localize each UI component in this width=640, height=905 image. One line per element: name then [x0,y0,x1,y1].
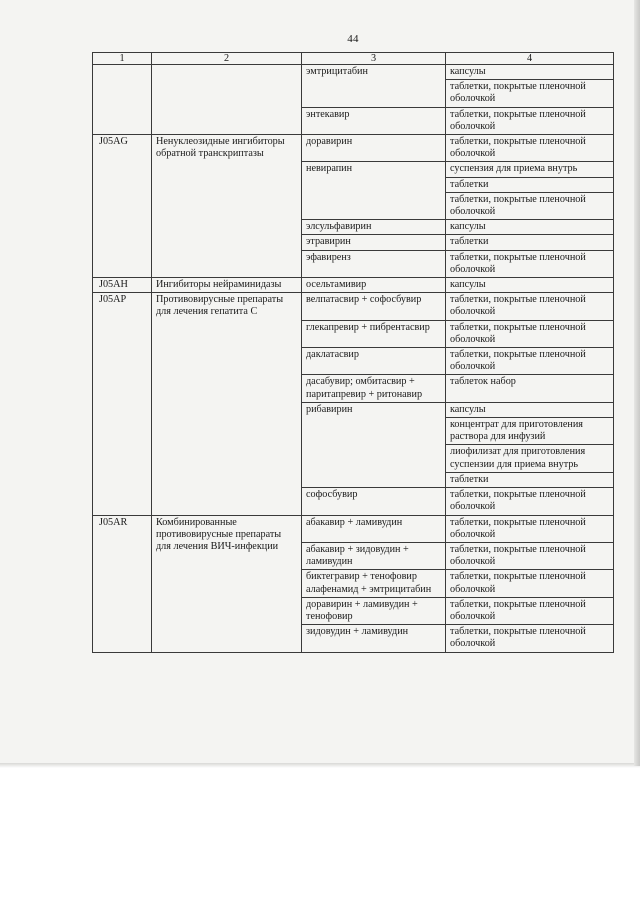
drug-name-cell: глекапревир + пибрентасвир [302,320,446,347]
drug-name-cell: софосбувир [302,488,446,515]
atc-code-cell: J05AR [93,515,152,652]
drug-name-cell: абакавир + зидовудин + ламивудин [302,542,446,569]
drug-name-cell: доравирин [302,135,446,162]
drug-name-cell: энтекавир [302,107,446,134]
dosage-form-cell: капсулы [446,220,614,235]
atc-group-name-cell [152,65,302,135]
dosage-form-cell: таблетки, покрытые пленочной оболочкой [446,570,614,597]
dosage-form-cell: таблетки [446,177,614,192]
drug-name-cell: зидовудин + ламивудин [302,625,446,652]
dosage-form-cell: капсулы [446,278,614,293]
atc-group-name-cell: Ингибиторы нейраминидазы [152,278,302,293]
table-row [93,135,614,162]
dosage-form-cell: таблетки, покрытые пленочной оболочкой [446,597,614,624]
atc-group-name-cell: Комбинированные противовирусные препараты для лечения ВИЧ-инфекции [152,515,302,652]
scan-right-edge [634,0,640,766]
dosage-form-cell: таблетки, покрытые пленочной оболочкой [446,542,614,569]
dosage-form-cell: концентрат для приготовления раствора для инфузий [446,418,614,445]
atc-group-name-cell: Противовирусные препараты для лечения гепатита С [152,293,302,515]
drug-table [92,52,614,653]
column-header: 2 [152,53,302,65]
drug-table-body [93,53,614,653]
drug-name-cell: рибавирин [302,402,446,487]
atc-code-cell: J05AP [93,293,152,515]
table-row [93,515,614,542]
dosage-form-cell: капсулы [446,65,614,80]
drug-name-cell: этравирин [302,235,446,250]
atc-code-cell [93,65,152,135]
dosage-form-cell: таблетки, покрытые пленочной оболочкой [446,320,614,347]
drug-name-cell: эфавиренз [302,250,446,277]
dosage-form-cell: лиофилизат для приготовления суспензии для приема внутрь [446,445,614,472]
drug-name-cell: осельтамивир [302,278,446,293]
table-row [93,293,614,320]
dosage-form-cell: капсулы [446,402,614,417]
dosage-form-cell: таблетки, покрытые пленочной оболочкой [446,293,614,320]
dosage-form-cell: таблетки [446,235,614,250]
drug-name-cell: невирапин [302,162,446,220]
dosage-form-cell: таблетки, покрытые пленочной оболочкой [446,488,614,515]
dosage-form-cell: таблетки, покрытые пленочной оболочкой [446,625,614,652]
column-header: 3 [302,53,446,65]
dosage-form-cell: таблеток набор [446,375,614,402]
dosage-form-cell: таблетки, покрытые пленочной оболочкой [446,192,614,219]
column-header: 4 [446,53,614,65]
dosage-form-cell: таблетки, покрытые пленочной оболочкой [446,250,614,277]
dosage-form-cell: таблетки, покрытые пленочной оболочкой [446,107,614,134]
atc-group-name-cell: Ненуклеозидные ингибиторы обратной транскриптазы [152,135,302,278]
atc-code-cell: J05AG [93,135,152,278]
drug-name-cell: биктегравир + тенофовир алафенамид + эмтрицитабин [302,570,446,597]
dosage-form-cell: таблетки [446,472,614,487]
drug-name-cell: эмтрицитабин [302,65,446,108]
column-header: 1 [93,53,152,65]
table-row [93,278,614,293]
drug-name-cell: элсульфавирин [302,220,446,235]
drug-name-cell: велпатасвир + софосбувир [302,293,446,320]
drug-name-cell: дасабувир; омбитасвир + паритапревир + ритонавир [302,375,446,402]
atc-code-cell: J05AH [93,278,152,293]
dosage-form-cell: таблетки, покрытые пленочной оболочкой [446,80,614,107]
table-header-row [93,53,614,65]
dosage-form-cell: таблетки, покрытые пленочной оболочкой [446,348,614,375]
dosage-form-cell: таблетки, покрытые пленочной оболочкой [446,135,614,162]
drug-name-cell: абакавир + ламивудин [302,515,446,542]
page-number: 44 [347,33,359,45]
dosage-form-cell: суспензия для приема внутрь [446,162,614,177]
table-row [93,65,614,80]
drug-name-cell: даклатасвир [302,348,446,375]
dosage-form-cell: таблетки, покрытые пленочной оболочкой [446,515,614,542]
scan-bottom-shadow [0,763,640,768]
drug-name-cell: доравирин + ламивудин + тенофовир [302,597,446,624]
